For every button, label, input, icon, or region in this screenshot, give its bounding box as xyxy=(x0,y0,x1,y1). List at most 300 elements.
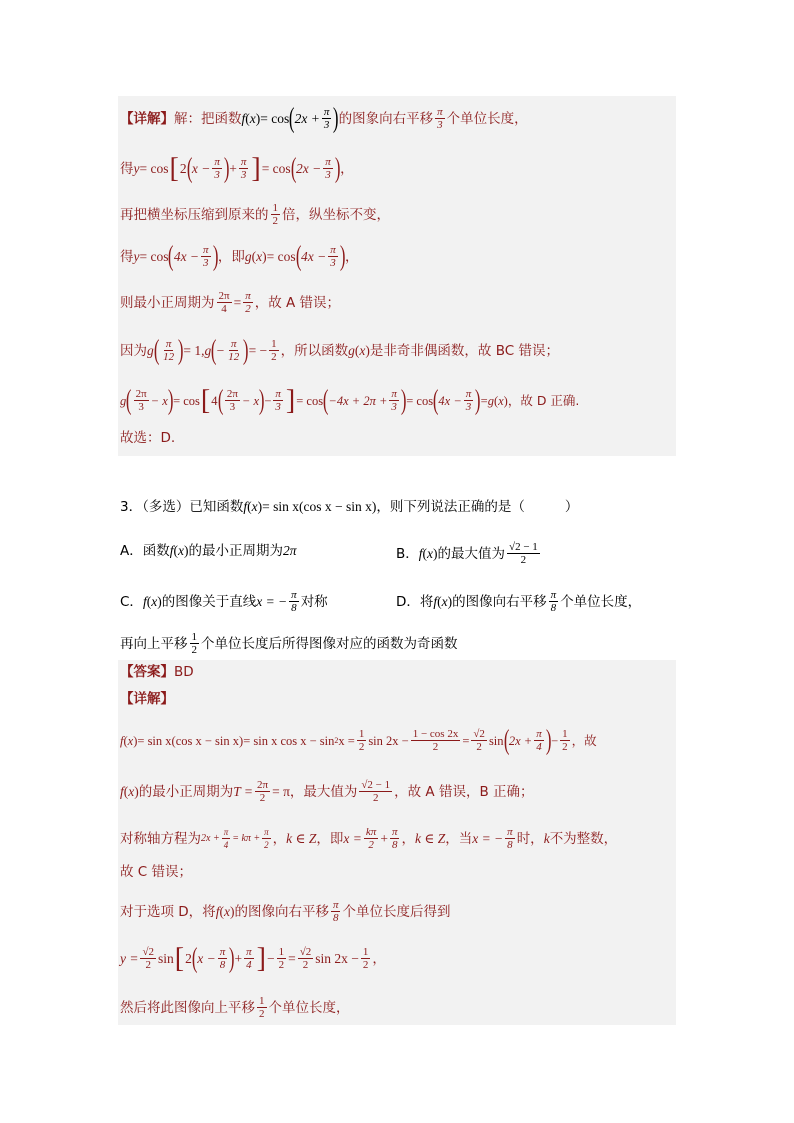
text: 倍，纵坐标不变， xyxy=(282,206,390,223)
num: π xyxy=(264,827,269,837)
ans-line3 xyxy=(120,826,617,851)
fraction xyxy=(212,156,222,181)
option-a xyxy=(120,541,297,561)
bracket: [ xyxy=(169,152,179,184)
text: 对称 xyxy=(300,593,328,610)
den: 12 xyxy=(163,351,175,363)
fraction xyxy=(239,156,249,181)
text: 时， xyxy=(516,830,544,847)
den: 8 xyxy=(550,602,557,614)
math: = π xyxy=(272,783,290,799)
sec1-line3 xyxy=(120,202,390,227)
fraction xyxy=(243,290,253,315)
text: 故选：D. xyxy=(120,430,176,446)
math: y = xyxy=(120,950,139,966)
paren: ( xyxy=(186,152,193,184)
math: = cos xyxy=(296,393,324,408)
text: 个单位长度， xyxy=(268,999,350,1016)
fraction xyxy=(549,589,559,614)
math: − xyxy=(267,950,275,966)
paren: ) xyxy=(333,102,339,134)
fraction xyxy=(262,826,271,851)
math: = cos xyxy=(139,248,169,264)
fraction xyxy=(225,388,240,413)
math: k xyxy=(543,830,550,846)
math: (x) xyxy=(247,499,263,514)
math: 2x + xyxy=(294,110,320,126)
fraction xyxy=(244,946,254,971)
math-var: x xyxy=(128,783,135,799)
math: x − xyxy=(191,160,211,176)
den: 2 xyxy=(191,644,197,656)
text: 解：把函数 xyxy=(174,110,242,127)
num: π xyxy=(230,338,237,350)
math: x − xyxy=(197,950,216,966)
num: π xyxy=(330,244,336,256)
detail-tag: 【详解】 xyxy=(120,110,174,127)
paren: ) xyxy=(167,384,174,416)
den: 2 xyxy=(362,959,369,971)
den: 3 xyxy=(240,169,247,181)
math: 4x − xyxy=(173,248,200,264)
math: = cos xyxy=(139,160,169,176)
math: 4x − xyxy=(438,393,462,408)
sec1-line4 xyxy=(120,240,359,272)
text: D．将 xyxy=(396,593,434,610)
answer-value: BD xyxy=(174,664,194,680)
math: 4x − xyxy=(300,248,327,264)
text: 的图象向右平移 xyxy=(338,110,434,127)
den: 4 xyxy=(246,959,252,971)
ans-line4 xyxy=(120,862,192,882)
fraction xyxy=(140,946,156,971)
math: k ∈ Z xyxy=(414,830,446,846)
fraction xyxy=(505,826,515,851)
math: = sin x xyxy=(137,733,172,748)
bracket: ] xyxy=(251,152,261,184)
math-var: x xyxy=(256,248,263,264)
paren: ) xyxy=(258,384,265,416)
math: (x) xyxy=(251,248,267,264)
math-var: x xyxy=(251,499,258,514)
num: π xyxy=(214,156,220,168)
num: π xyxy=(165,338,172,350)
sec1-line8 xyxy=(120,428,175,448)
num: π xyxy=(223,827,229,837)
ans-line6 xyxy=(120,942,386,974)
math: (x) xyxy=(123,783,139,799)
den: 8 xyxy=(332,912,339,924)
math: 2x + xyxy=(508,733,533,748)
paren: ) xyxy=(545,724,552,756)
math: x = − xyxy=(256,593,288,609)
num: 1 xyxy=(259,995,265,1007)
math: − xyxy=(264,393,272,408)
math: f xyxy=(433,593,438,609)
text: ， xyxy=(401,830,415,847)
sec1-line6 xyxy=(120,334,559,366)
fraction xyxy=(257,995,267,1020)
math: = xyxy=(462,733,470,748)
den: 3 xyxy=(325,169,331,181)
math: = cos xyxy=(260,110,290,126)
math-var: x xyxy=(178,543,185,558)
text: ，最大值为 xyxy=(289,783,358,800)
num: π xyxy=(465,388,472,400)
text: 个单位长度， xyxy=(446,110,528,127)
den: 3 xyxy=(229,401,236,413)
fraction xyxy=(390,826,400,851)
text: 是非奇非偶函数，故 BC 错误； xyxy=(369,342,559,359)
num: π xyxy=(245,290,251,302)
text: 则最小正周期为 xyxy=(120,294,215,311)
text: ， xyxy=(345,248,359,265)
text: 故 C 错误； xyxy=(120,864,193,880)
num: 1 xyxy=(362,946,369,958)
den: 2 xyxy=(520,554,527,566)
text: ，则下列说法正确的是（ xyxy=(376,499,525,515)
math-var: x xyxy=(427,545,434,561)
paren: ) xyxy=(400,384,407,416)
num: 2π xyxy=(218,290,230,302)
fraction xyxy=(331,899,341,924)
num: π xyxy=(219,946,226,958)
paren: ) xyxy=(475,384,481,416)
text: ，当 xyxy=(445,830,473,847)
text: 得 xyxy=(120,160,134,177)
text: 对称轴方程为 xyxy=(120,830,201,847)
num: 2π xyxy=(257,779,269,791)
math: (x) xyxy=(123,733,138,748)
den: 2 xyxy=(368,839,374,851)
text: 对于选项 D，将 xyxy=(120,903,216,920)
num: √2 − 1 xyxy=(509,541,538,553)
text: 再把横坐标压缩到原来的 xyxy=(120,206,269,223)
fraction xyxy=(361,946,371,971)
num: π xyxy=(325,156,331,168)
text: ，故 A 错误； xyxy=(254,294,341,311)
exponent: 2 xyxy=(334,735,339,745)
den: 2 xyxy=(373,792,379,804)
den: 8 xyxy=(291,602,297,614)
num: π xyxy=(275,388,281,400)
paren: ( xyxy=(432,384,439,416)
num: π xyxy=(240,156,247,168)
math: (x) xyxy=(146,593,162,609)
ans-line1 xyxy=(120,724,597,756)
math: = sin x cos x − sin xyxy=(243,733,335,748)
paren: ) xyxy=(212,240,219,272)
num: √2 xyxy=(142,946,155,958)
math: − x xyxy=(241,393,259,408)
math: 2x − xyxy=(296,160,322,176)
den: 12 xyxy=(228,351,240,363)
text: ，即 xyxy=(316,830,344,847)
option-b xyxy=(396,541,542,566)
fraction xyxy=(471,728,487,753)
num: π xyxy=(391,388,397,400)
num: √2 xyxy=(299,946,312,958)
math: − x xyxy=(150,393,168,408)
text: 再向上平移 xyxy=(120,635,188,652)
fraction xyxy=(134,388,149,413)
option-d-cont xyxy=(120,631,458,656)
math: T = xyxy=(233,783,254,799)
num: √2 xyxy=(473,728,485,740)
math: g xyxy=(204,342,212,358)
math: (x) xyxy=(173,543,189,558)
den: 4 xyxy=(221,303,227,315)
den: 2 xyxy=(245,303,251,315)
math: f xyxy=(241,110,246,126)
math: = xyxy=(233,294,242,310)
option-c xyxy=(120,589,328,614)
math: x = xyxy=(343,830,362,846)
fraction xyxy=(560,728,570,753)
math-var: x xyxy=(441,593,448,609)
answer-tag: 【答案】 xyxy=(120,664,174,680)
den: 3 xyxy=(437,119,443,131)
fraction xyxy=(201,244,211,269)
math: (cos x − sin x) xyxy=(171,733,244,748)
paren: ) xyxy=(243,334,249,366)
num: π xyxy=(323,106,330,118)
fraction xyxy=(271,202,281,227)
bracket: ] xyxy=(285,384,296,416)
detail-tag-line xyxy=(120,689,174,709)
paren: ( xyxy=(126,384,132,416)
num: 1 − cos 2x xyxy=(412,728,459,740)
text: ，所以函数 xyxy=(280,342,349,359)
option-d xyxy=(396,589,641,614)
text: ， xyxy=(340,160,354,177)
math: g xyxy=(487,393,494,408)
math-inner: cos x − sin x xyxy=(175,733,240,748)
den: 2 xyxy=(259,1008,265,1020)
num: π xyxy=(536,728,542,740)
text: 3．（多选）已知函数 xyxy=(120,499,244,515)
den: 3 xyxy=(138,401,144,413)
text: ，即 xyxy=(217,248,245,265)
math-var: x xyxy=(249,110,256,126)
math: f xyxy=(243,499,248,514)
math: −4x + 2π + xyxy=(328,393,388,408)
math-var: x xyxy=(359,342,366,358)
fraction xyxy=(323,156,333,181)
sec1-line5 xyxy=(120,290,340,315)
num: π xyxy=(550,589,557,601)
num: √2 − 1 xyxy=(361,779,391,791)
paren: ) xyxy=(339,240,346,272)
math: f xyxy=(169,543,174,558)
paren: ) xyxy=(223,152,230,184)
num: kπ xyxy=(365,826,377,838)
math: + xyxy=(229,160,237,176)
fraction xyxy=(273,388,283,413)
text: ） xyxy=(564,499,579,515)
math-inner: cos x − sin x xyxy=(303,499,372,514)
paren: ( xyxy=(295,240,302,272)
fraction xyxy=(389,388,399,413)
den: 2 xyxy=(562,741,568,753)
text: 的最大值为 xyxy=(437,545,506,562)
text: 然后将此图像向上平移 xyxy=(120,999,255,1016)
den: 2 xyxy=(358,741,365,753)
math: sin xyxy=(158,950,174,966)
fraction xyxy=(507,541,540,566)
text: 个单位长度， xyxy=(560,593,642,610)
math: (x) xyxy=(493,393,508,408)
math: x = xyxy=(338,733,355,748)
math: g xyxy=(244,248,252,264)
fraction xyxy=(161,338,176,363)
den: 4 xyxy=(223,840,229,850)
answer-line xyxy=(120,662,194,682)
text: ，故 xyxy=(571,732,597,748)
text: 的图像向右平移 xyxy=(234,903,329,920)
math: = xyxy=(288,950,296,966)
math: 2π xyxy=(283,543,297,558)
text: 的最小正周期为 xyxy=(188,543,284,559)
math: g xyxy=(120,393,127,408)
math: − xyxy=(216,342,225,358)
paren: ( xyxy=(503,724,509,756)
text: 因为 xyxy=(120,342,147,359)
text: 不为整数， xyxy=(549,830,618,847)
paren: ) xyxy=(177,334,184,366)
num: π xyxy=(246,946,252,958)
sec1-line1 xyxy=(120,102,528,134)
num: 2π xyxy=(226,388,238,400)
math-var: x xyxy=(151,593,158,609)
fraction xyxy=(464,388,474,413)
math: g xyxy=(147,342,154,358)
fraction xyxy=(255,779,270,804)
math-var: x xyxy=(127,733,134,748)
math: sin 2x − xyxy=(315,950,359,966)
math: 2x + xyxy=(201,832,220,844)
paren: ( xyxy=(290,152,297,184)
math: = cos xyxy=(173,393,200,408)
den: 2 xyxy=(278,959,285,971)
den: 3 xyxy=(214,169,220,181)
num: 1 xyxy=(562,728,568,740)
text: B． xyxy=(396,545,419,562)
num: π xyxy=(437,106,443,118)
text: ， xyxy=(272,830,287,847)
paren: ( xyxy=(211,334,217,366)
paren: ( xyxy=(322,384,329,416)
den: 3 xyxy=(465,401,472,413)
den: 3 xyxy=(203,257,209,269)
math: sin xyxy=(488,733,504,748)
fraction xyxy=(357,728,367,753)
bracket: [ xyxy=(174,942,185,974)
den: 8 xyxy=(507,839,513,851)
fraction xyxy=(218,946,228,971)
math: = − xyxy=(248,342,268,358)
num: π xyxy=(391,826,398,838)
math: (cos x − sin x) xyxy=(298,499,377,514)
text: 的图像关于直线 xyxy=(161,593,257,610)
den: 2 xyxy=(476,741,482,753)
bracket: ] xyxy=(256,942,266,974)
math: (x) xyxy=(219,903,235,919)
math: f xyxy=(120,783,124,799)
text: A．函数 xyxy=(120,543,170,559)
math: 4 xyxy=(211,393,218,408)
text: 得 xyxy=(120,248,134,265)
math: (x) xyxy=(245,110,261,126)
den: 2 xyxy=(432,741,439,753)
fraction xyxy=(222,826,231,851)
fraction xyxy=(364,826,378,851)
fraction xyxy=(277,946,287,971)
math: f xyxy=(120,733,124,748)
paren: ( xyxy=(191,942,198,974)
math: = cos xyxy=(261,160,291,176)
fraction xyxy=(190,631,200,656)
num: π xyxy=(203,244,209,256)
num: π xyxy=(507,826,513,838)
math: k ∈ Z xyxy=(286,830,317,846)
math: (x) xyxy=(354,342,370,358)
fraction xyxy=(534,728,544,753)
paren: ( xyxy=(289,102,295,134)
math: 2 xyxy=(185,950,192,966)
text: ， xyxy=(372,950,386,967)
math: f xyxy=(142,593,147,609)
text: 的最小正周期为 xyxy=(138,783,234,800)
math: = kπ + xyxy=(232,832,261,844)
den: 2 xyxy=(272,215,278,227)
text: ，故 A 错误，B 正确； xyxy=(394,783,534,800)
fraction xyxy=(359,779,392,804)
math: y xyxy=(133,160,140,176)
text: ，故 D 正确. xyxy=(507,392,580,408)
math: = xyxy=(480,393,488,408)
den: 3 xyxy=(391,401,397,413)
fraction xyxy=(322,106,332,131)
den: 4 xyxy=(536,741,542,753)
num: 1 xyxy=(272,202,278,214)
math: = sin x xyxy=(262,499,299,514)
fraction xyxy=(411,728,461,753)
math: = 1, xyxy=(183,342,205,358)
ans-line7 xyxy=(120,995,350,1020)
den: 3 xyxy=(275,401,281,413)
num: π xyxy=(291,589,297,601)
fraction xyxy=(269,338,279,363)
ans-line5 xyxy=(120,899,450,924)
fraction xyxy=(328,244,338,269)
math: + xyxy=(380,830,388,846)
den: 2 xyxy=(271,351,277,363)
math: f xyxy=(215,903,220,919)
den: 2 xyxy=(259,792,266,804)
fraction xyxy=(217,290,232,315)
paren: ) xyxy=(229,942,235,974)
math: (x) xyxy=(422,545,438,561)
ans-line2 xyxy=(120,779,534,804)
math: x = − xyxy=(472,830,504,846)
sec1-line2 xyxy=(120,152,354,184)
math: + xyxy=(234,950,243,966)
math: (x) xyxy=(437,593,453,609)
num: 1 xyxy=(358,728,365,740)
fraction xyxy=(435,106,445,131)
question-stem xyxy=(120,497,578,517)
